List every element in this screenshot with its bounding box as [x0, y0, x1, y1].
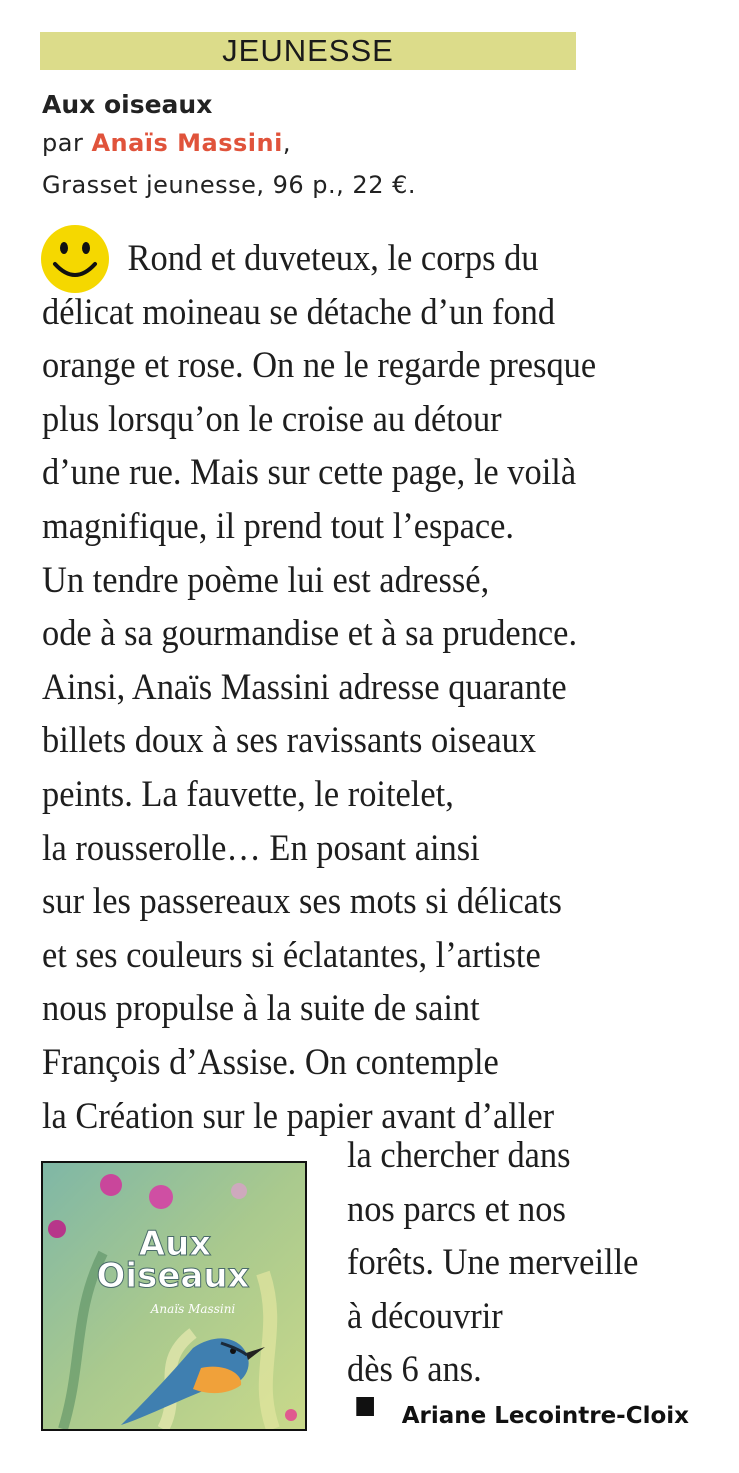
review-line-text: dès 6 ans.: [347, 1349, 482, 1391]
cover-title-line1: Aux: [138, 1224, 212, 1264]
review-line-text: forêts. Une merveille: [347, 1242, 639, 1284]
end-of-article-mark: [356, 1397, 374, 1416]
author-line: [42, 122, 722, 164]
review-line: [347, 1236, 682, 1290]
review-line: billets doux à ses ravissants oiseaux: [42, 720, 537, 762]
review-line: nous propulse à la suite de saint: [42, 988, 480, 1030]
review-line: [347, 1183, 682, 1237]
review-line: Un tendre poème lui est adressé,: [42, 559, 490, 601]
review-signature: Ariane Lecointre-Cloix: [401, 1403, 689, 1429]
review-line: et ses couleurs si éclatantes, l’artiste: [42, 934, 541, 976]
review-line: François d’Assise. On contemple: [42, 1041, 499, 1083]
review-line: [347, 1129, 682, 1183]
review-line: la rousserolle… En posant ainsi: [42, 827, 480, 869]
cover-title-line2: Oiseaux: [96, 1256, 250, 1296]
review-line: magnifique, il prend tout l’espace.: [42, 505, 515, 547]
book-cover-image: [41, 1161, 307, 1431]
review-line: délicat moineau se détache d’un fond: [42, 291, 556, 333]
author-name: Anaïs Massini: [91, 129, 283, 157]
review-line: la Création sur le papier avant d’aller: [42, 1095, 555, 1137]
review-line-text: la chercher dans: [347, 1135, 571, 1176]
cover-author-script: Anaïs Massini: [150, 1302, 236, 1316]
review-line: plus lorsqu’on le croise au détour: [42, 398, 502, 440]
review-line-text: nos parcs et nos: [347, 1188, 566, 1230]
review-line: peints. La fauvette, le roitelet,: [42, 773, 454, 815]
review-line: [347, 1290, 682, 1344]
review-line: Rond et duveteux, le corps du: [127, 238, 539, 279]
author-suffix: ,: [282, 129, 291, 157]
review-line: orange et rose. On ne le regarde presque: [42, 345, 597, 387]
book-info: [42, 88, 722, 206]
review-line: Ainsi, Anaïs Massini adresse quarante: [42, 666, 567, 708]
review-line: ode à sa gourmandise et à sa prudence.: [42, 613, 578, 655]
cover-illustration: [43, 1163, 305, 1429]
review-line-text: à découvrir: [347, 1295, 503, 1337]
review-body: [42, 232, 656, 1143]
by-prefix: par: [42, 129, 92, 157]
review-body-tail: [347, 1129, 682, 1416]
publisher-line: Grasset jeunesse, 96 p., 22 €.: [42, 171, 416, 199]
section-rubric: JEUNESSE: [40, 32, 576, 70]
review-line: sur les passereaux ses mots si délicats: [42, 881, 562, 923]
book-title: Aux oiseaux: [42, 90, 213, 119]
review-line: d’une rue. Mais sur cette page, le voilà: [42, 452, 577, 494]
